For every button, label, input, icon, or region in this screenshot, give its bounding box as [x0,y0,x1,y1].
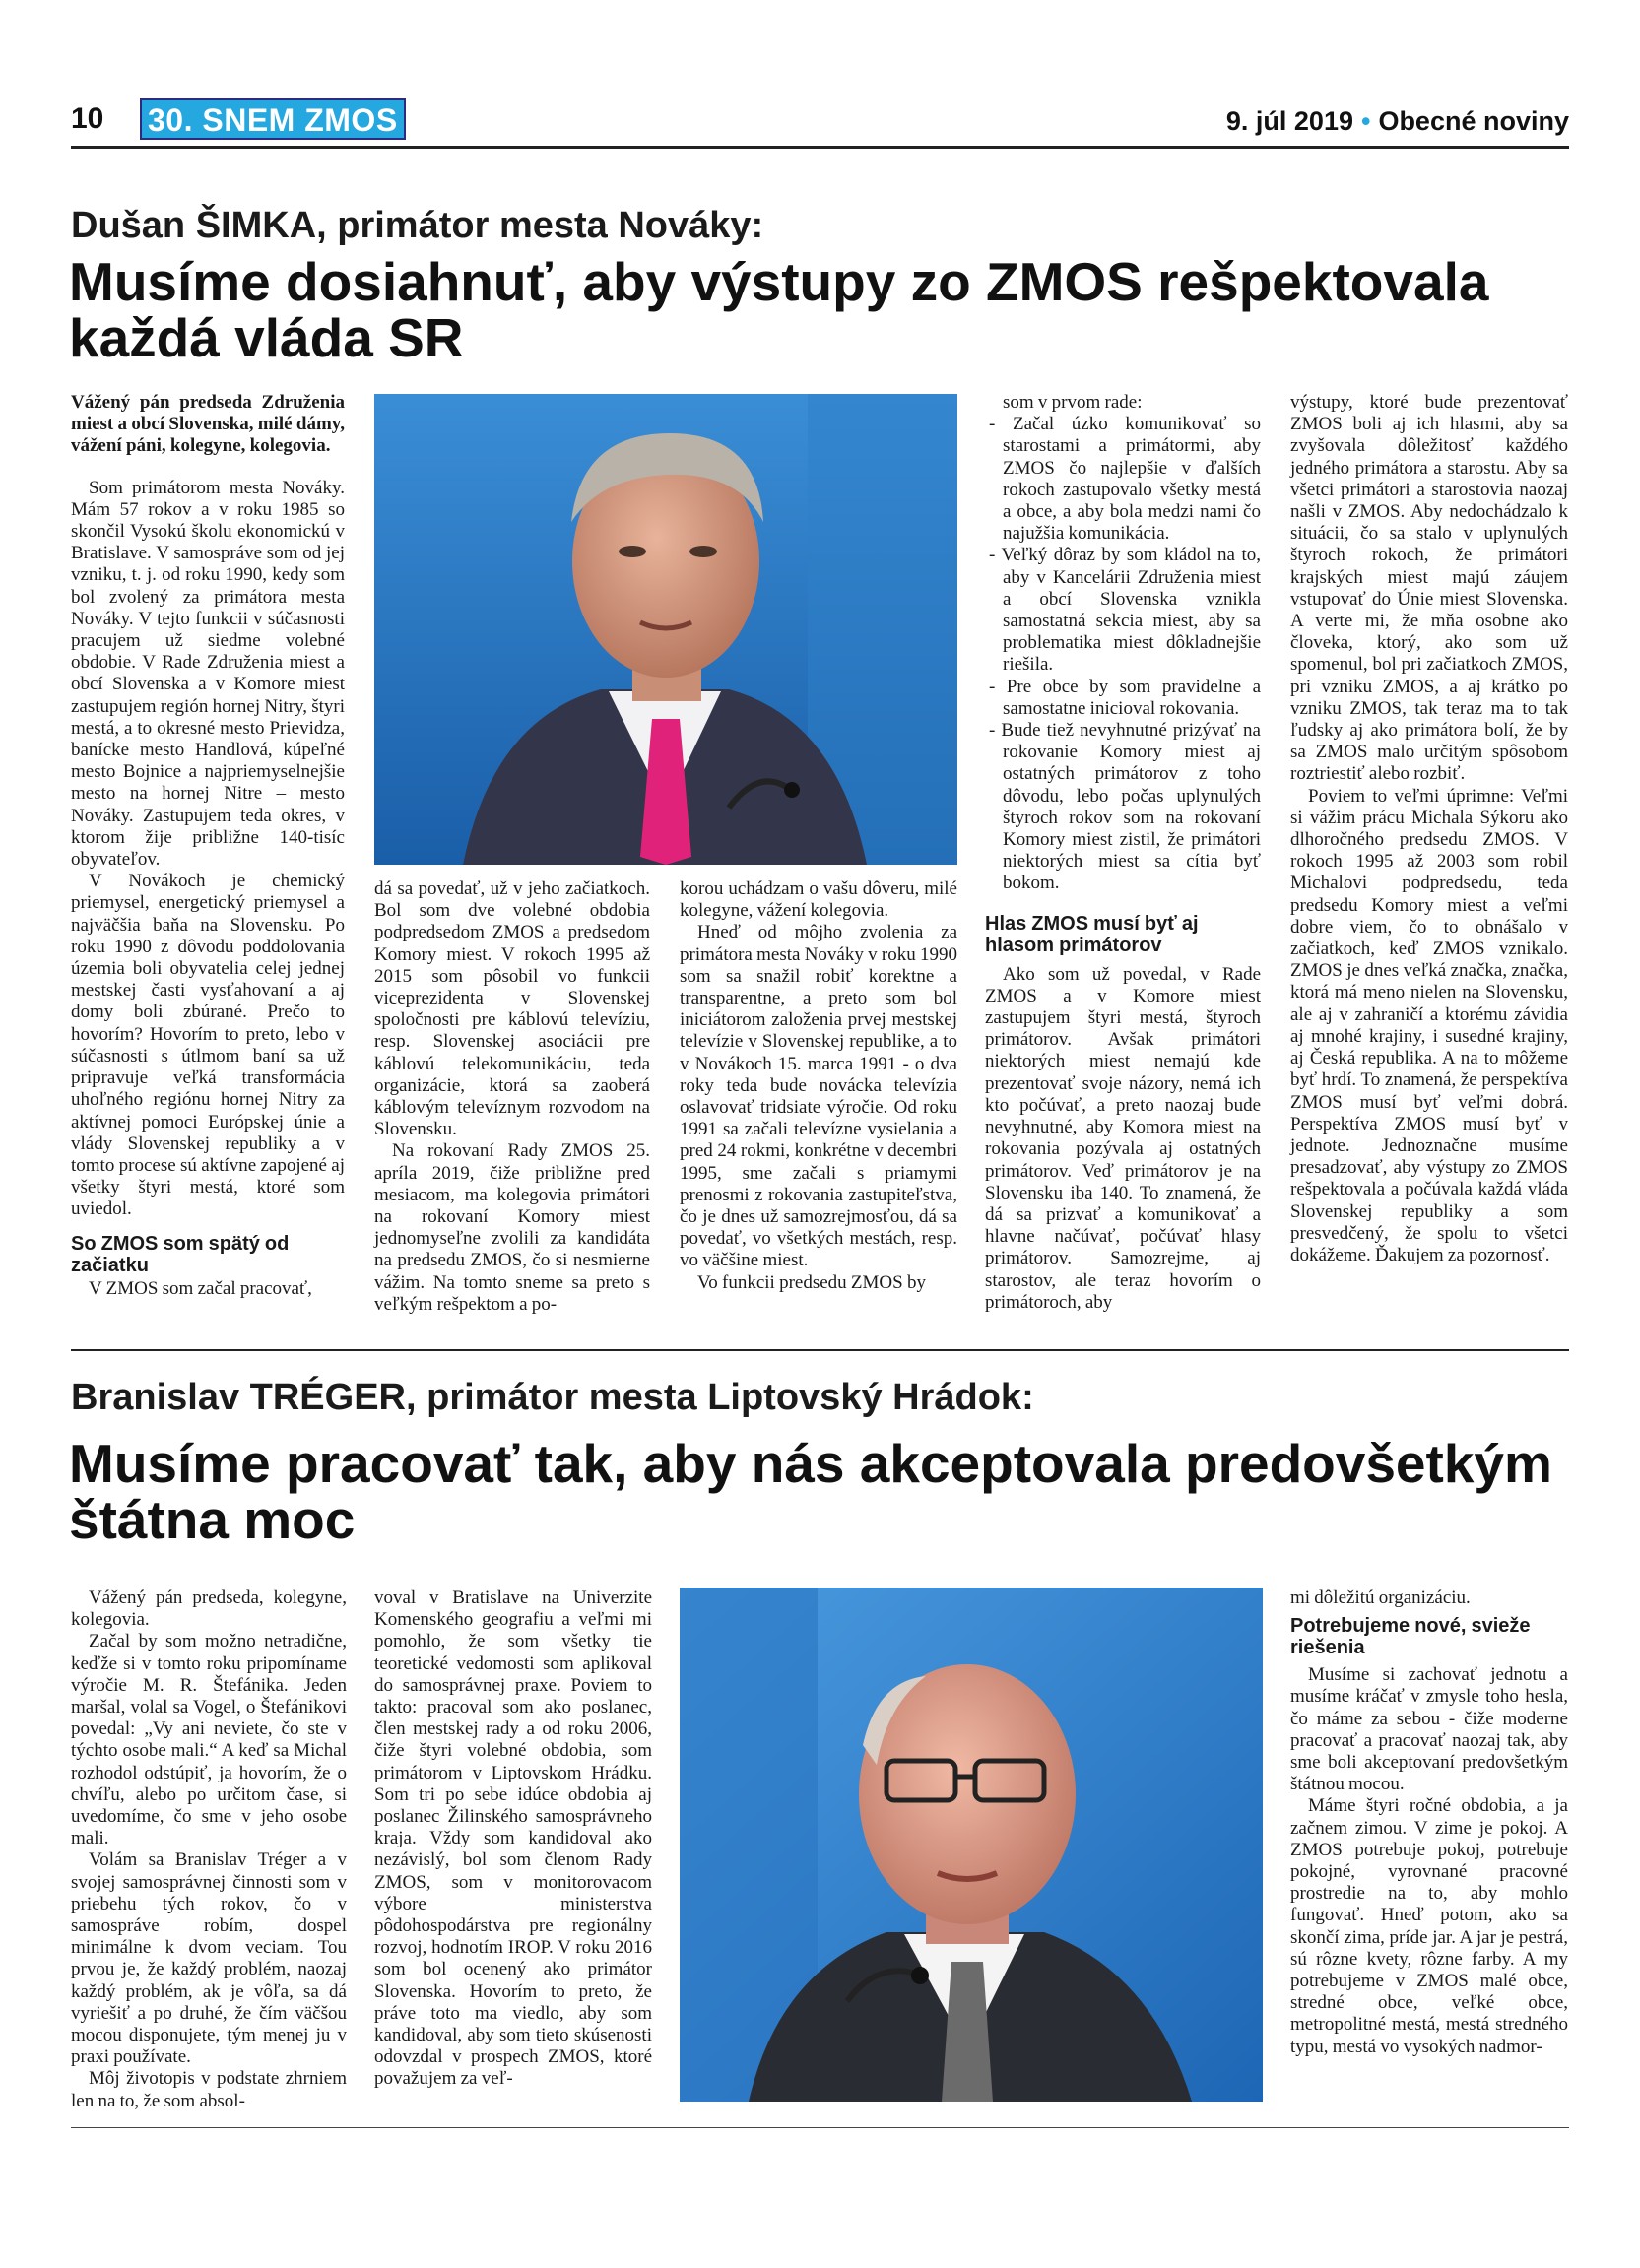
paragraph: Musíme si zachovať jednotu a musíme kráčať v zmysle toho hesla, čo máme za sebou - čiže moderne pracovať a pracovať naozaj tak, aby sme boli akceptovaní predovšetkým štátnou mocou. [1290,1664,1568,1795]
paragraph: Máme štyri ročné obdobia, a ja začnem zimou. V zime je pokoj. A ZMOS potrebuje pokoj, potrebuje pokojné, vyrovnané pracovné prostredie na to, aby mohlo fungovať. Hneď potom, ako sa skončí zima, príde jar. A jar je pestrá, sú rôzne kvety, rôzne farby. A my potrebujeme v ZMOS malé obce, stredné obce, veľké obce, metropolitné mestá, mestá stredného typu, mestá vo vysokých nadmor- [1290,1795,1568,2057]
article1-column-1 [71,392,345,1300]
header-rule [71,146,1569,149]
paragraph: Ako som už povedal, v Rade ZMOS a v Komore miest zastupujem štyri mestá, štyroch primátorov. Avšak primátori niektorých miest nemajú kde prezentovať svoje názory, nemá ich kto počúvať, a preto naozaj bude nevyhnutné, aby Komora miest na rokovania pozývala aj ostatných primátorov. Veď primátorov je na Slovensku iba 140. To znamená, že dá sa prizvať a komunikovať a hlavne načúvať, počúvať hlasy primátorov. Samozrejme, aj starostov, ale teraz hovorím o primátoroch, aby [985,963,1261,1313]
article2-column-1 [71,1588,347,2112]
article2-photo-treger [680,1588,1263,2102]
article2-kicker: Branislav TRÉGER, primátor mesta Liptovský Hrádok: [71,1377,1034,1418]
paragraph: korou uchádzam o vašu dôveru, milé kolegyne, vážení kolegovia. [680,878,957,922]
article2-headline: Musíme pracovať tak, aby nás akceptovala predovšetkým štátna moc [69,1433,1552,1550]
paragraph: som v prvom rade: [1003,392,1143,413]
section-label: 30. SNEM ZMOS [140,98,406,140]
paragraph: Hneď od môjho zvolenia za primátora mesta Nováky v roku 1990 som sa snažil robiť korektne a transparentne, a preto som bol iniciátorom založenia prvej mestskej televízie v Slovenskej republike, a to v Novákoch 15. marca 1991 - o dva roky teda bude novácka televízia oslavovať tridsiate výročie. Od roku 1991 sa začali televízne vysielania a pred 24 rokmi, konkrétne v decembri 1995, sme začali s priamymi prenosmi z rokovania zastupiteľstva, čo je dnes už samozrejmosťou, dá sa povedať, vo všetkých mestách, resp. vo väčšine miest. [680,922,957,1271]
article1-photo-simka [374,394,957,865]
paragraph: Poviem to veľmi úprimne: Veľmi si vážim prácu Michala Sýkoru ako dlhoročného predsedu ZMOS. V rokoch 1995 až 2003 som robil Michalovi podpredsedu, teda predsedu Komory miest a veľmi dobre viem, čo to obnášalo v začiatkoch, keď ZMOS vznikalo. ZMOS je dnes veľká značka, značka, ktorá má meno nielen na Slovensku, ale aj v zahraničí a ktorému závidia aj mnohé krajiny, i susedné krajiny, aj Česká republika. A na to môžeme byť hrdí. To znamená, že perspektíva ZMOS musí byť veľmi dobrá. Perspektíva ZMOS musí byť v jednote. Jednoznačne musíme presadzovať, aby výstupy zo ZMOS rešpektovala a počúvala každá vláda Slovenskej republiky a som presvedčený, že spolu to všetci dokážeme. Ďakujem za pozornosť. [1290,785,1568,1265]
portrait-image [374,394,957,865]
issue-date: 9. júl 2019 [1225,106,1353,136]
priority-list [985,414,1261,894]
separator-dot: • [1360,106,1371,136]
article-divider [71,1349,1569,1351]
paragraph: Na rokovaní Rady ZMOS 25. apríla 2019, čiže približne pred mesiacom, ma kolegovia primátori na rokovaní Komory miest jednomyseľne zvolili za kandidáta na predsedu ZMOS, čo si nesmierne vážim. Na tomto sneme sa preto s veľkým rešpektom a po- [374,1140,650,1315]
publication-name: Obecné noviny [1378,106,1569,136]
paragraph: Vážený pán predseda, kolegyne, kolegovia. [71,1588,347,1631]
article2-column-5 [1290,1588,1568,2058]
paragraph: V ZMOS som začal pracovať, [89,1277,312,1299]
page-number: 10 [71,102,104,135]
list-item: - Pre obce by som pravidelne a samostatne inicioval rokovania. [985,677,1261,720]
subheading: Hlas ZMOS musí byť aj hlasom primátorov [985,912,1199,956]
paragraph: Volám sa Branislav Tréger a v svojej samosprávnej činnosti som v priebehu tých rokov, čo v samospráve robím, dospel minimálne k dvom veciam. Tou prvou je, že každý problém, naozaj každý problém, ak je vôľa, sa dá vyriešiť a po druhé, že čím väčšou mocou disponujete, tým menej ju v praxi používate. [71,1849,347,2068]
paragraph: mi dôležitú organizáciu. [1290,1588,1471,1608]
paragraph: Začal by som možno netradične, keďže si v tomto roku pripomíname výročie M. R. Štefánika. Jeden maršal, volal sa Vogel, o Štefánikovi povedal: „Vy ani neviete, čo ste v týchto osobe mali.“ A keď sa Michal rozhodol odstúpiť, ja hovorím, že o chvíľu, alebo po určitom čase, si uvedomíme, čo sme v jeho osobe mali. [71,1631,347,1849]
article2-column-2 [374,1588,652,2091]
article1-column-3 [680,878,957,1294]
article1-headline: Musíme dosiahnuť, aby výstupy zo ZMOS rešpektovala každá vláda SR [69,251,1489,368]
article1-kicker: Dušan ŠIMKA, primátor mesta Nováky: [71,205,764,246]
paragraph: Vo funkcii predsedu ZMOS by [697,1271,926,1293]
portrait-image [680,1588,1263,2102]
article1-column-5 [1290,392,1568,1266]
article1-lead: Vážený pán predseda Združenia miest a obcí Slovenska, milé dámy, vážení páni, kolegyne, kolegovia. [71,392,345,457]
list-item: - Bude tiež nevyhnutné prizývať na rokovanie Komory miest aj ostatných primátorov z toho dôvodu, lebo počas uplynulých štyroch rokov som na rokovaní Komory miest zistil, že primátori niektorých miest sa cítia byť bokom. [985,720,1261,895]
paragraph: Môj životopis v podstate zhrniem len na to, že som absol- [71,2068,347,2111]
subheading: So ZMOS som spätý od začiatku [71,1232,290,1276]
paragraph: V Novákoch je chemický priemysel, energetický priemysel a najväčšia baňa na Slovensku. Po roku 1990 z dôvodu poddolovania územia boli obyvatelia celej jednej mestskej časti vysťahovaní a aj domy boli zbúrané. Prečo to hovorím? Hovorím to preto, lebo v súčasnosti s útlmom baní sa už pripravuje veľká transformácia uhoľného regiónu hornej Nitry za aktívnej pomoci Európskej únie a vlády Slovenskej republiky a v tomto procese sú aktívne zapojené aj všetky štyri mestá, ktoré som uviedol. [71,871,345,1220]
issue-info [1226,106,1569,137]
paragraph: Som primátorom mesta Nováky. Mám 57 rokov a v roku 1985 so skončil Vysokú školu ekonomickú v Bratislave. V samospráve som od jej vzniku, t. j. od roku 1990, kedy som bol zvolený za primátora mesta Nováky. V tejto funkcii v súčasnosti pracujem už siedme volebné obdobie. V Rade Združenia miest a obcí Slovenska a v Komore miest zastupujem región hornej Nitry, štyri mestá, a to okresné mesto Prievidza, banícke mesto Handlová, kúpeľné mesto Bojnice a najpriemyselnejšie mesto na hornej Nitre – mesto Nováky. Zastupujem teda okres, v ktorom žije približne 140-tisíc obyvateľov. [71,477,346,871]
paragraph: voval v Bratislave na Univerzite Komenského geografiu a veľmi mi pomohlo, že som všetky tie teoretické vedomosti som aplikoval do samosprávnej praxe. Poviem to takto: pracoval som ako poslanec, člen mestskej rady a od roku 2006, čiže štyri volebné obdobia, som primátorom v Liptovskom Hrádku. Som tri po sebe idúce obdobia aj poslanec Žilinského samosprávneho kraja. Vždy som kandidoval ako nezávislý, bol som členom Rady ZMOS, som v monitorovacom výbore ministerstva pôdohospodárstva pre regionálny rozvoj, hodnotím IROP. V roku 2016 som bol ocenený ako primátor Slovenska. Hovorím to preto, že práve toto ma viedlo, aby som kandidoval, aby som tieto skúsenosti odovzdal v prospech ZMOS, ktoré považujem za veľ- [374,1588,652,2090]
list-item: - Začal úzko komunikovať so starostami a primátormi, aby ZMOS čo najlepšie v ďalších rokoch zastupovalo všetky mestá a obce, a aby bola medzi nami čo najužšia komunikácia. [985,414,1261,545]
article1-column-2 [374,878,650,1316]
article1-column-4 [985,392,1261,1314]
bottom-rule [71,2127,1569,2128]
paragraph: výstupy, ktoré bude prezentovať ZMOS boli aj ich hlasmi, aby sa zvyšovala dôležitosť každého jedného primátora a starostu. Aby sa všetci primátori a starostovia naozaj našli v ZMOS. Aby nedochádzalo k situácii, čo sa stalo v uplynulých štyroch rokoch, že primátori krajských miest majú záujem vstupovať do Únie miest Slovenska. A verte mi, že mňa osobne ako človeka, ktorý, ako som už spomenul, bol pri začiatkoch ZMOS, pri vzniku ZMOS, a aj krátko po vzniku ZMOS, tak teraz ma to tak ľudsky aj ako primátora bolí, že by sa ZMOS malo určitým spôsobom roztriestiť alebo rozbiť. [1290,392,1568,785]
subheading: Potrebujeme nové, svieže riešenia [1290,1615,1531,1659]
list-item: - Veľký dôraz by som kládol na to, aby v Kancelárii Združenia miest a obcí Slovenska vznikla samostatná sekcia miest, aby sa problematika miest dôkladnejšie riešila. [985,545,1261,676]
paragraph: dá sa povedať, už v jeho začiatkoch. Bol som dve volebné obdobia podpredsedom ZMOS a predsedom Komory miest. V rokoch 1995 až 2015 som pôsobil vo funkcii viceprezidenta v Slovenskej spoločnosti pre káblovú televíziu, resp. Slovenskej asociácii pre káblovú telekomunikáciu, teda organizácie, ktorá sa zaoberá káblovým televíznym rozvodom na Slovensku. [374,878,650,1140]
